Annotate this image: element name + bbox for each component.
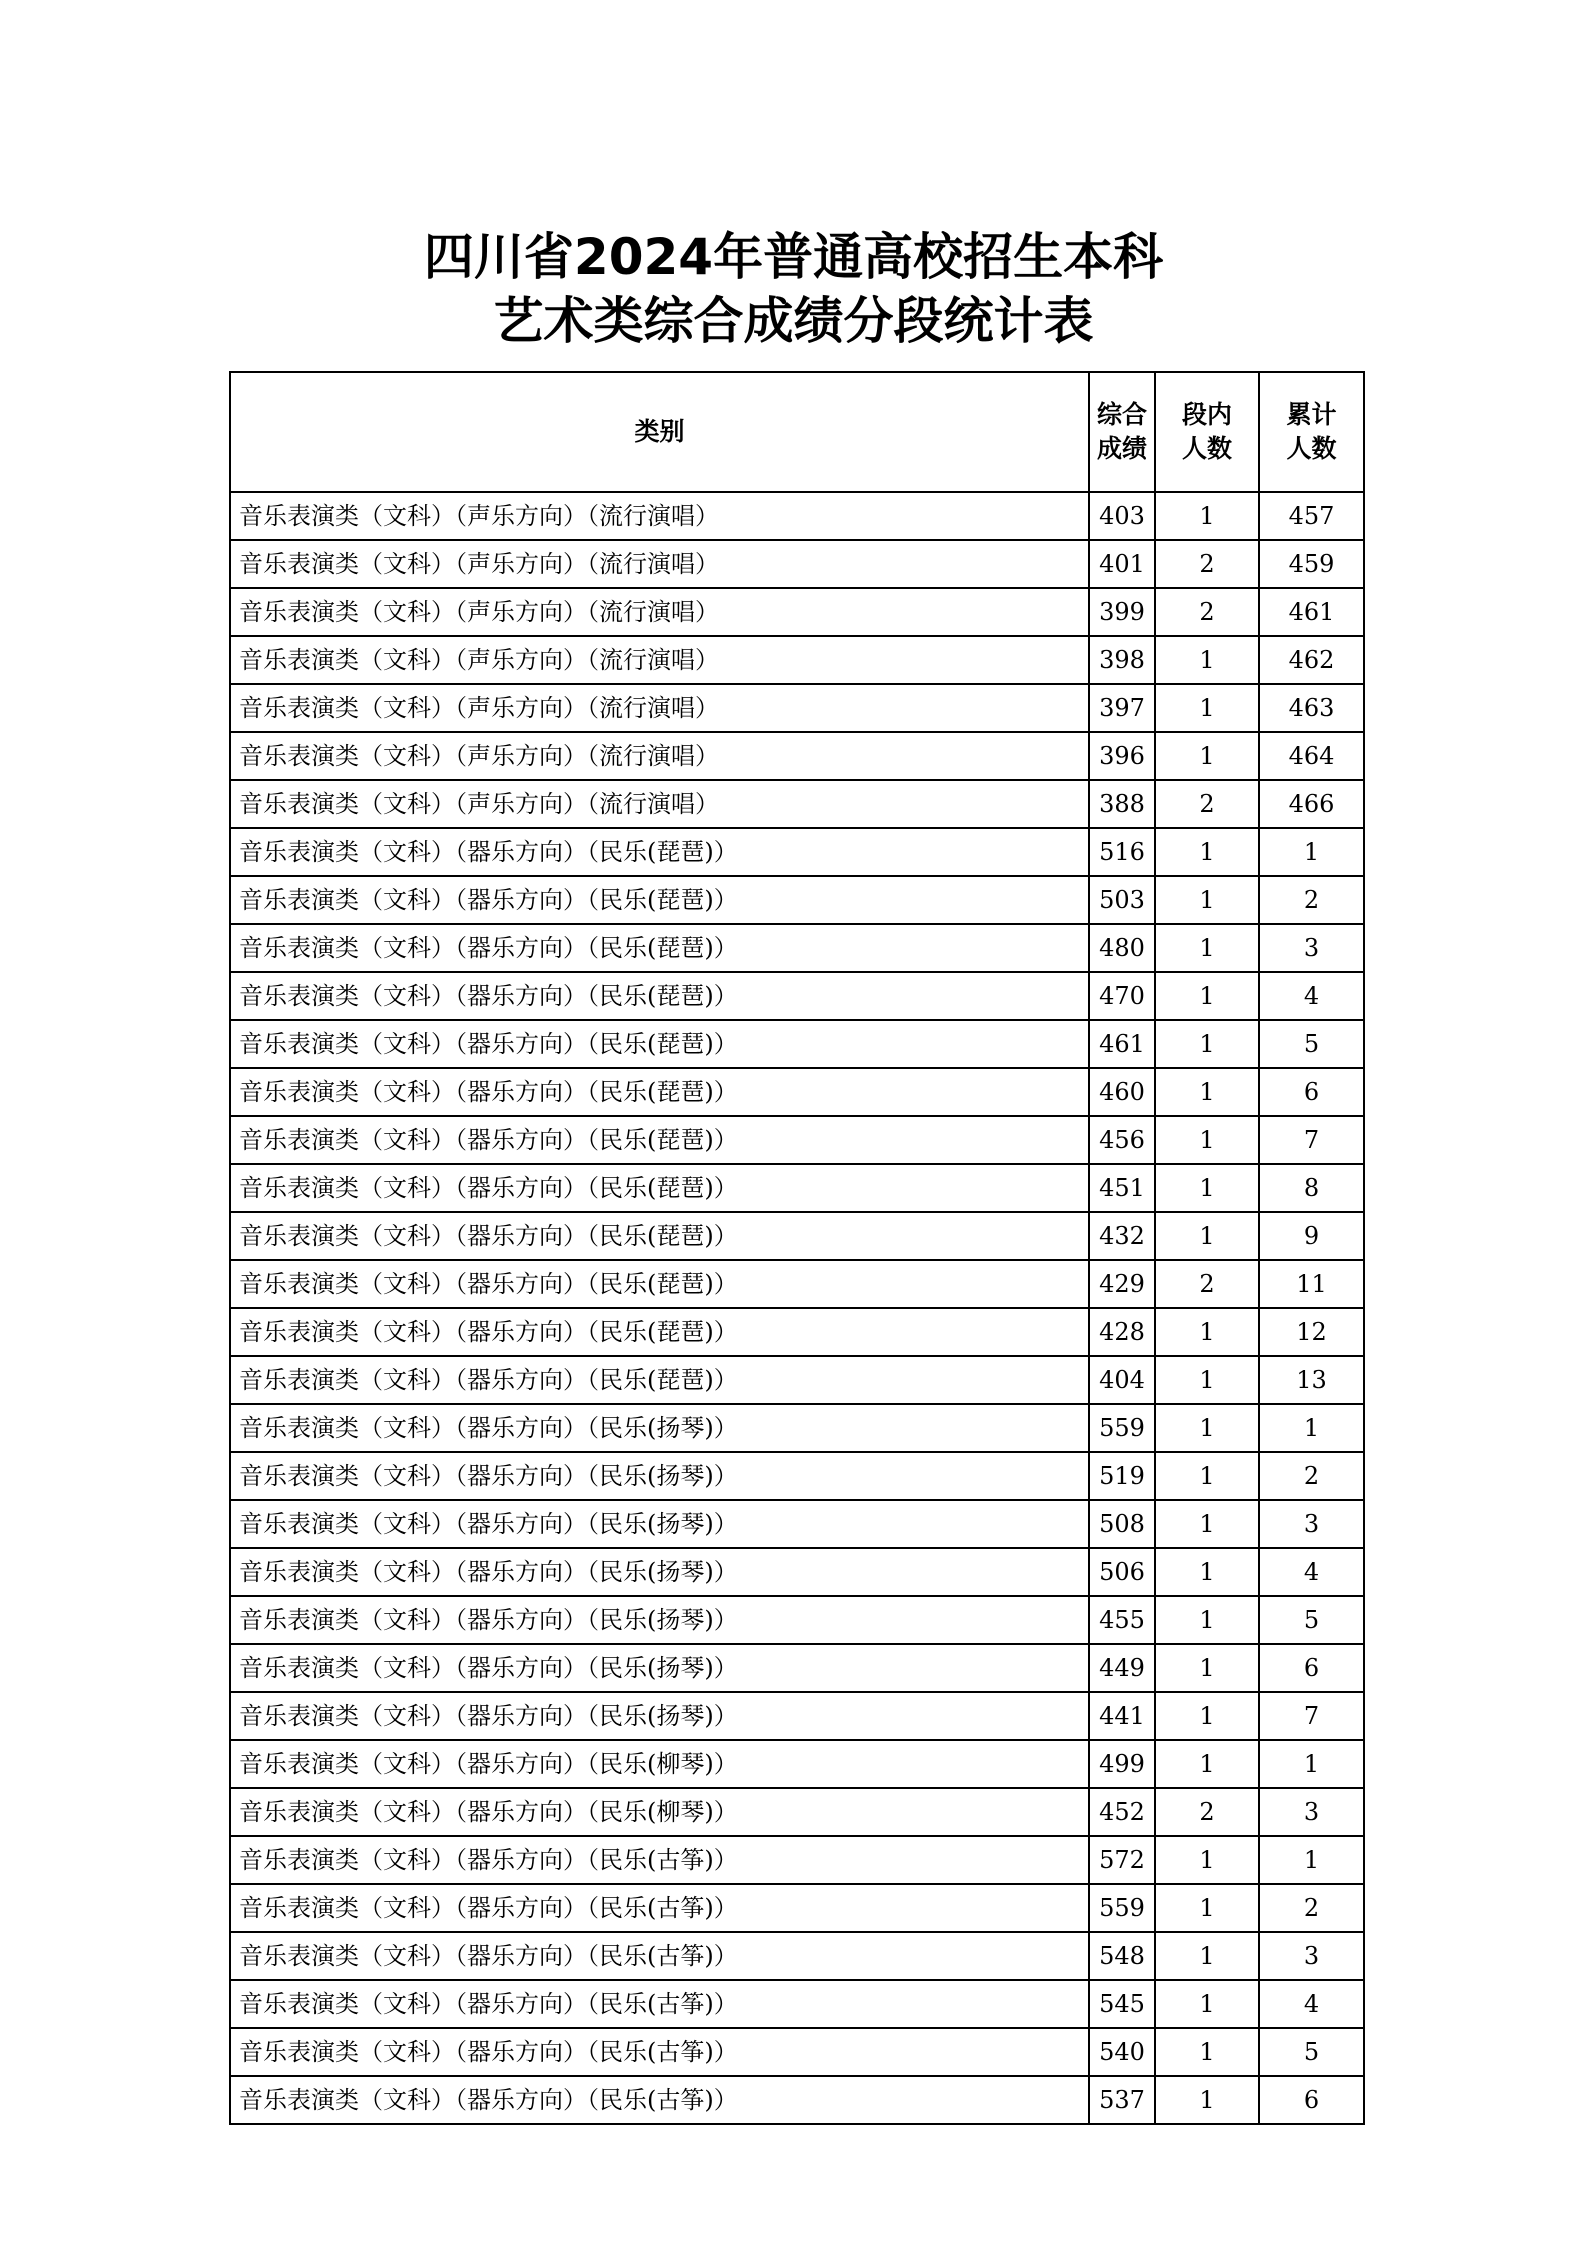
category-cell: 音乐表演类（文科）（器乐方向）（民乐(扬琴)） [230, 1548, 1089, 1596]
segment-count-cell: 2 [1155, 780, 1259, 828]
score-cell: 432 [1089, 1212, 1155, 1260]
category-cell: 音乐表演类（文科）（声乐方向）（流行演唱） [230, 636, 1089, 684]
segment-count-cell: 1 [1155, 2028, 1259, 2076]
score-cell: 461 [1089, 1020, 1155, 1068]
score-cell: 452 [1089, 1788, 1155, 1836]
segment-count-cell: 1 [1155, 1740, 1259, 1788]
table-row [230, 1980, 1364, 2028]
cumulative-count-cell: 12 [1259, 1308, 1364, 1356]
score-cell: 449 [1089, 1644, 1155, 1692]
score-cell: 519 [1089, 1452, 1155, 1500]
segment-count-cell: 2 [1155, 588, 1259, 636]
table-row [230, 876, 1364, 924]
segment-count-cell: 1 [1155, 1404, 1259, 1452]
score-distribution-table [229, 371, 1365, 2125]
category-cell: 音乐表演类（文科）（器乐方向）（民乐(琵琶)） [230, 1308, 1089, 1356]
segment-count-cell: 1 [1155, 876, 1259, 924]
category-cell: 音乐表演类（文科）（声乐方向）（流行演唱） [230, 492, 1089, 540]
table-row [230, 1308, 1364, 1356]
score-cell: 441 [1089, 1692, 1155, 1740]
table-row [230, 588, 1364, 636]
segment-count-cell: 1 [1155, 1932, 1259, 1980]
score-cell: 572 [1089, 1836, 1155, 1884]
table-row [230, 1116, 1364, 1164]
table-row [230, 1932, 1364, 1980]
segment-count-cell: 1 [1155, 1500, 1259, 1548]
cumulative-count-cell: 5 [1259, 2028, 1364, 2076]
segment-count-cell: 1 [1155, 1068, 1259, 1116]
category-cell: 音乐表演类（文科）（器乐方向）（民乐(扬琴)） [230, 1596, 1089, 1644]
table-row [230, 1500, 1364, 1548]
table-row [230, 684, 1364, 732]
table-row [230, 972, 1364, 1020]
segment-count-cell: 1 [1155, 1596, 1259, 1644]
category-cell: 音乐表演类（文科）（声乐方向）（流行演唱） [230, 732, 1089, 780]
header-segment-count: 段内 人数 [1155, 372, 1259, 492]
cumulative-count-cell: 6 [1259, 2076, 1364, 2124]
score-cell: 508 [1089, 1500, 1155, 1548]
segment-count-cell: 1 [1155, 972, 1259, 1020]
segment-count-cell: 1 [1155, 828, 1259, 876]
segment-count-cell: 1 [1155, 1452, 1259, 1500]
segment-count-cell: 2 [1155, 1260, 1259, 1308]
score-cell: 456 [1089, 1116, 1155, 1164]
score-cell: 388 [1089, 780, 1155, 828]
segment-count-cell: 1 [1155, 636, 1259, 684]
cumulative-count-cell: 13 [1259, 1356, 1364, 1404]
category-cell: 音乐表演类（文科）（器乐方向）（民乐(古筝)） [230, 2076, 1089, 2124]
table-row [230, 1452, 1364, 1500]
score-cell: 397 [1089, 684, 1155, 732]
table-header-row [230, 372, 1364, 492]
category-cell: 音乐表演类（文科）（器乐方向）（民乐(琵琶)） [230, 1116, 1089, 1164]
segment-count-cell: 1 [1155, 1644, 1259, 1692]
cumulative-count-cell: 1 [1259, 1404, 1364, 1452]
category-cell: 音乐表演类（文科）（器乐方向）（民乐(扬琴)） [230, 1500, 1089, 1548]
score-cell: 398 [1089, 636, 1155, 684]
category-cell: 音乐表演类（文科）（器乐方向）（民乐(琵琶)） [230, 876, 1089, 924]
category-cell: 音乐表演类（文科）（器乐方向）（民乐(扬琴)） [230, 1692, 1089, 1740]
table-row [230, 1596, 1364, 1644]
table-row [230, 1404, 1364, 1452]
category-cell: 音乐表演类（文科）（声乐方向）（流行演唱） [230, 684, 1089, 732]
category-cell: 音乐表演类（文科）（器乐方向）（民乐(古筝)） [230, 1980, 1089, 2028]
score-cell: 506 [1089, 1548, 1155, 1596]
score-cell: 404 [1089, 1356, 1155, 1404]
segment-count-cell: 2 [1155, 540, 1259, 588]
table-row [230, 1644, 1364, 1692]
cumulative-count-cell: 466 [1259, 780, 1364, 828]
cumulative-count-cell: 3 [1259, 924, 1364, 972]
cumulative-count-cell: 457 [1259, 492, 1364, 540]
cumulative-count-cell: 6 [1259, 1644, 1364, 1692]
category-cell: 音乐表演类（文科）（器乐方向）（民乐(古筝)） [230, 2028, 1089, 2076]
segment-count-cell: 1 [1155, 1980, 1259, 2028]
cumulative-count-cell: 1 [1259, 828, 1364, 876]
table-row [230, 540, 1364, 588]
segment-count-cell: 1 [1155, 1884, 1259, 1932]
cumulative-count-cell: 11 [1259, 1260, 1364, 1308]
score-cell: 470 [1089, 972, 1155, 1020]
score-cell: 499 [1089, 1740, 1155, 1788]
table-row [230, 828, 1364, 876]
score-cell: 545 [1089, 1980, 1155, 2028]
score-cell: 540 [1089, 2028, 1155, 2076]
category-cell: 音乐表演类（文科）（器乐方向）（民乐(琵琶)） [230, 828, 1089, 876]
table-body [230, 492, 1364, 2124]
table-row [230, 2076, 1364, 2124]
header-cumulative-count: 累计 人数 [1259, 372, 1364, 492]
category-cell: 音乐表演类（文科）（器乐方向）（民乐(古筝)） [230, 1932, 1089, 1980]
segment-count-cell: 1 [1155, 1164, 1259, 1212]
segment-count-cell: 1 [1155, 492, 1259, 540]
table-row [230, 492, 1364, 540]
table-row [230, 1164, 1364, 1212]
cumulative-count-cell: 2 [1259, 876, 1364, 924]
category-cell: 音乐表演类（文科）（声乐方向）（流行演唱） [230, 588, 1089, 636]
cumulative-count-cell: 462 [1259, 636, 1364, 684]
segment-count-cell: 1 [1155, 2076, 1259, 2124]
score-cell: 460 [1089, 1068, 1155, 1116]
segment-count-cell: 1 [1155, 684, 1259, 732]
cumulative-count-cell: 2 [1259, 1884, 1364, 1932]
segment-count-cell: 2 [1155, 1788, 1259, 1836]
score-cell: 480 [1089, 924, 1155, 972]
category-cell: 音乐表演类（文科）（器乐方向）（民乐(琵琶)） [230, 1260, 1089, 1308]
category-cell: 音乐表演类（文科）（器乐方向）（民乐(扬琴)） [230, 1404, 1089, 1452]
score-cell: 396 [1089, 732, 1155, 780]
cumulative-count-cell: 3 [1259, 1500, 1364, 1548]
cumulative-count-cell: 8 [1259, 1164, 1364, 1212]
table-row [230, 1068, 1364, 1116]
category-cell: 音乐表演类（文科）（器乐方向）（民乐(古筝)） [230, 1884, 1089, 1932]
table-row [230, 1740, 1364, 1788]
cumulative-count-cell: 5 [1259, 1020, 1364, 1068]
cumulative-count-cell: 3 [1259, 1932, 1364, 1980]
cumulative-count-cell: 7 [1259, 1116, 1364, 1164]
score-cell: 559 [1089, 1404, 1155, 1452]
category-cell: 音乐表演类（文科）（声乐方向）（流行演唱） [230, 540, 1089, 588]
cumulative-count-cell: 1 [1259, 1836, 1364, 1884]
category-cell: 音乐表演类（文科）（器乐方向）（民乐(扬琴)） [230, 1452, 1089, 1500]
score-cell: 399 [1089, 588, 1155, 636]
score-cell: 428 [1089, 1308, 1155, 1356]
category-cell: 音乐表演类（文科）（器乐方向）（民乐(柳琴)） [230, 1740, 1089, 1788]
category-cell: 音乐表演类（文科）（器乐方向）（民乐(古筝)） [230, 1836, 1089, 1884]
cumulative-count-cell: 9 [1259, 1212, 1364, 1260]
cumulative-count-cell: 2 [1259, 1452, 1364, 1500]
table-row [230, 732, 1364, 780]
page-subtitle: 艺术类综合成绩分段统计表 [493, 292, 1094, 350]
score-cell: 401 [1089, 540, 1155, 588]
score-cell: 451 [1089, 1164, 1155, 1212]
segment-count-cell: 1 [1155, 1356, 1259, 1404]
category-cell: 音乐表演类（文科）（器乐方向）（民乐(琵琶)） [230, 1068, 1089, 1116]
cumulative-count-cell: 4 [1259, 1980, 1364, 2028]
category-cell: 音乐表演类（文科）（器乐方向）（民乐(琵琶)） [230, 1020, 1089, 1068]
segment-count-cell: 1 [1155, 732, 1259, 780]
category-cell: 音乐表演类（文科）（器乐方向）（民乐(琵琶)） [230, 1356, 1089, 1404]
table-row [230, 1692, 1364, 1740]
score-cell: 503 [1089, 876, 1155, 924]
category-cell: 音乐表演类（文科）（器乐方向）（民乐(琵琶)） [230, 1212, 1089, 1260]
header-category: 类别 [230, 372, 1089, 492]
category-cell: 音乐表演类（文科）（器乐方向）（民乐(琵琶)） [230, 972, 1089, 1020]
table-row [230, 636, 1364, 684]
segment-count-cell: 1 [1155, 1836, 1259, 1884]
table-row [230, 1836, 1364, 1884]
table-row [230, 1020, 1364, 1068]
score-cell: 403 [1089, 492, 1155, 540]
page-title: 四川省2024年普通高校招生本科 [423, 228, 1164, 286]
score-cell: 559 [1089, 1884, 1155, 1932]
cumulative-count-cell: 3 [1259, 1788, 1364, 1836]
segment-count-cell: 1 [1155, 1308, 1259, 1356]
segment-count-cell: 1 [1155, 1212, 1259, 1260]
cumulative-count-cell: 459 [1259, 540, 1364, 588]
score-cell: 455 [1089, 1596, 1155, 1644]
table-row [230, 1788, 1364, 1836]
score-cell: 516 [1089, 828, 1155, 876]
table-row [230, 780, 1364, 828]
category-cell: 音乐表演类（文科）（声乐方向）（流行演唱） [230, 780, 1089, 828]
cumulative-count-cell: 4 [1259, 1548, 1364, 1596]
category-cell: 音乐表演类（文科）（器乐方向）（民乐(扬琴)） [230, 1644, 1089, 1692]
table-row [230, 1356, 1364, 1404]
cumulative-count-cell: 4 [1259, 972, 1364, 1020]
score-cell: 429 [1089, 1260, 1155, 1308]
table-row [230, 2028, 1364, 2076]
table-row [230, 1260, 1364, 1308]
table-row [230, 1212, 1364, 1260]
segment-count-cell: 1 [1155, 1548, 1259, 1596]
score-cell: 537 [1089, 2076, 1155, 2124]
table-row [230, 1548, 1364, 1596]
table-row [230, 1884, 1364, 1932]
cumulative-count-cell: 461 [1259, 588, 1364, 636]
category-cell: 音乐表演类（文科）（器乐方向）（民乐(琵琶)） [230, 924, 1089, 972]
segment-count-cell: 1 [1155, 1692, 1259, 1740]
header-score: 综合 成绩 [1089, 372, 1155, 492]
segment-count-cell: 1 [1155, 924, 1259, 972]
category-cell: 音乐表演类（文科）（器乐方向）（民乐(琵琶)） [230, 1164, 1089, 1212]
cumulative-count-cell: 6 [1259, 1068, 1364, 1116]
cumulative-count-cell: 5 [1259, 1596, 1364, 1644]
category-cell: 音乐表演类（文科）（器乐方向）（民乐(柳琴)） [230, 1788, 1089, 1836]
cumulative-count-cell: 464 [1259, 732, 1364, 780]
table-row [230, 924, 1364, 972]
score-cell: 548 [1089, 1932, 1155, 1980]
cumulative-count-cell: 7 [1259, 1692, 1364, 1740]
segment-count-cell: 1 [1155, 1116, 1259, 1164]
cumulative-count-cell: 463 [1259, 684, 1364, 732]
cumulative-count-cell: 1 [1259, 1740, 1364, 1788]
segment-count-cell: 1 [1155, 1020, 1259, 1068]
